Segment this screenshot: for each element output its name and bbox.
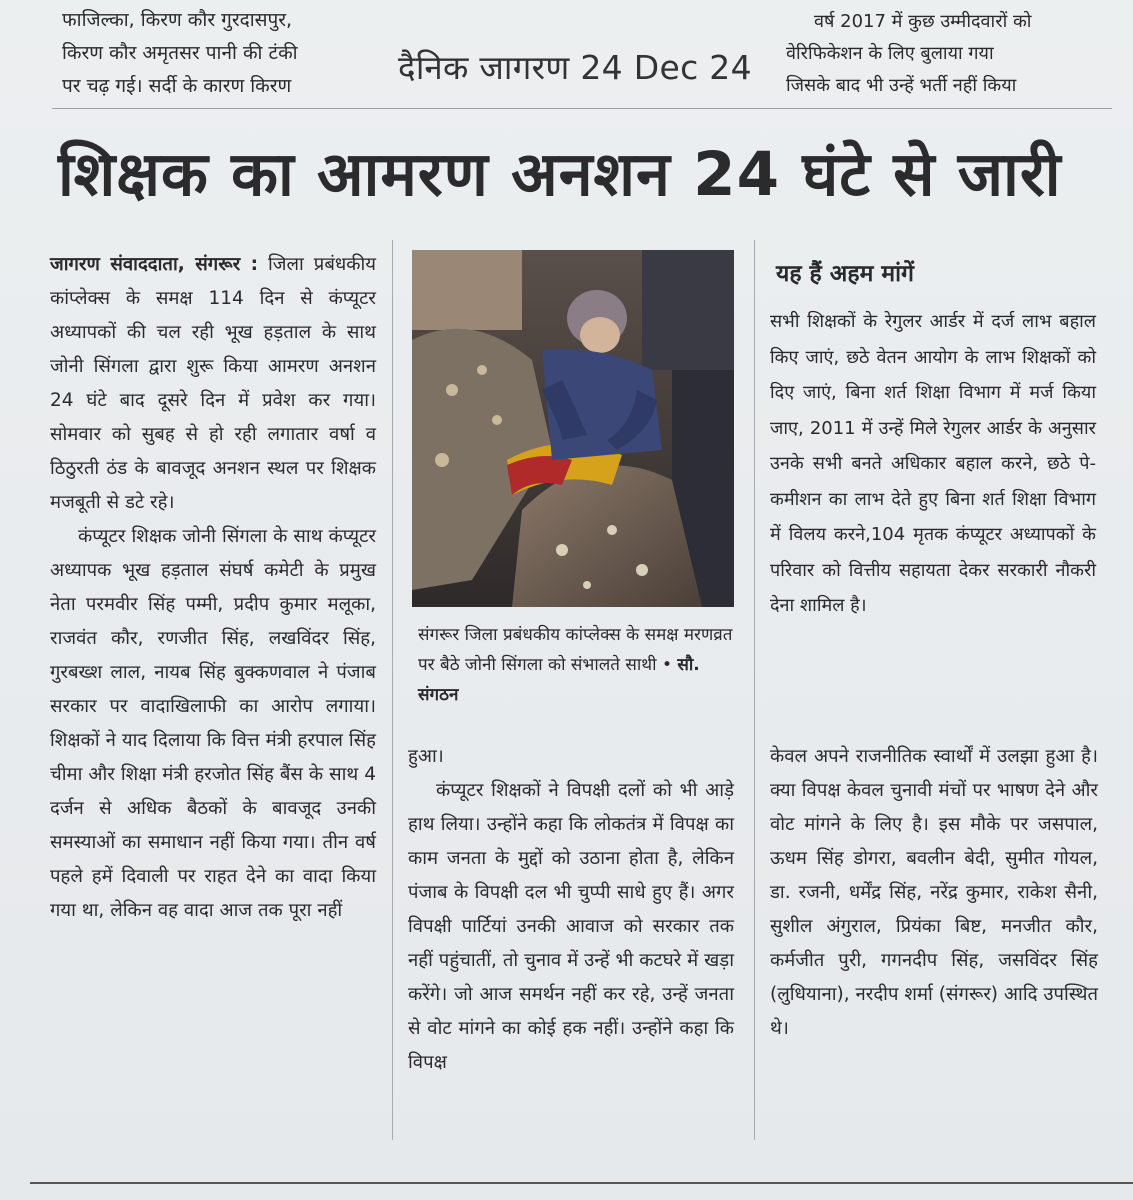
article-paragraph: कंप्यूटर शिक्षक जोनी सिंगला के साथ कंप्यूटर अध्यापक भूख हड़ताल संघर्ष कमेटी के प्रमुख नेता परमवीर सिंह पम्मी, प्रदीप कुमार मलूका, राजवंत कौर, रणजीत सिंह, लखविंदर सिंह, गुरबख्श लाल, नायब सिंह बुक्कणवाल ने पंजाब सरकार पर वादाखिलाफी का आरोप लगाया। शिक्षकों ने याद दिलाया कि वित्त मंत्री हरपाल सिंह चीमा और शिक्षा मंत्री हरजोत सिंह बैंस के साथ 4 दर्जन से अधिक बैठकों के बावजूद उनकी समस्याओं का समाधान नहीं किया गया। तीन वर्ष पहले हमें दिवाली पर राहत देने का वादा किया गया था, लेकिन वह वादा आज तक पूरा नहीं [50, 526, 376, 921]
photo-caption [418, 620, 738, 710]
article-paragraph: हुआ। [408, 746, 444, 767]
caption-text: संगरूर जिला प्रबंधकीय कांप्लेक्स के समक्ष मरणव्रत पर बैठे जोनी सिंगला को संभालते साथी [418, 625, 733, 675]
column-rule [392, 240, 393, 1140]
previous-article-line: जिसके बाद भी उन्हें भर्ती नहीं किया [786, 75, 1017, 96]
byline: जागरण संवाददाता, संगरूर : [50, 254, 259, 275]
photo-credit-bullet: • [661, 655, 678, 675]
paragraph-text: जिला प्रबंधकीय कांप्लेक्स के समक्ष 114 दिन से कंप्यूटर अध्यापकों की चल रही भूख हड़ताल के साथ जोनी सिंगला द्वारा शुरू किया आमरण अनशन 24 घंटे बाद दूसरे दिन में प्रवेश कर गया। सोमवार को सुबह से हो रही लगातार वर्षा व ठिठुरती ठंड के बावजूद अनशन स्थल पर शिक्षक मजबूती से डटे रहे। [50, 254, 376, 513]
right-column [770, 740, 1098, 1046]
previous-article-line: वेरिफिकेशन के लिए बुलाया गया [786, 43, 994, 64]
previous-article-line: फाजिल्का, किरण कौर गुरदासपुर, [62, 9, 293, 31]
column-rule [754, 240, 755, 1140]
headline: शिक्षक का आमरण अनशन 24 घंटे से जारी [58, 139, 1062, 210]
article-paragraph [50, 248, 376, 520]
left-column [50, 248, 376, 928]
middle-column [408, 740, 734, 1080]
previous-article-left [62, 4, 392, 103]
previous-article-right [786, 6, 1104, 102]
demands-box-text: सभी शिक्षकों के रेगुलर आर्डर में दर्ज लाभ बहाल किए जाएं, छठे वेतन आयोग के लाभ शिक्षकों को दिए जाएं, बिना शर्त शिक्षा विभाग में मर्ज किया जाए, 2011 में उन्हें मिले रेगुलर आर्डर के अनुसार उनके सभी बनते अधिकार बहाल करने, छठे पे-कमीशन का लाभ देते हुए बिना शर्त शिक्षा विभाग में विलय करने,104 मृतक कंप्यूटर अध्यापकों के परिवार को वित्तीय सहायता देकर सरकारी नौकरी देना शामिल है। [770, 311, 1096, 616]
top-divider [52, 108, 1112, 109]
article-paragraph: केवल अपने राजनीतिक स्वार्थों में उलझा हुआ है। क्या विपक्ष केवल चुनावी मंचों पर भाषण देने और वोट मांगने के लिए है। इस मौके पर जसपाल, ऊधम सिंह डोगरा, बवलीन बेदी, सुमीत गोयल, डा. रजनी, धर्मेंद्र सिंह, नरेंद्र कुमार, राकेश सैनी, सुशील अंगुराल, प्रियंका बिष्ट, मनजीत कौर, कर्मजीत पुरी, गगनदीप सिंह, जसविंदर सिंह (लुधियाना), नरदीप शर्मा (संगरूर) आदि उपस्थित थे। [770, 746, 1098, 1039]
photo-credit: सौ. संगठन [418, 655, 700, 705]
demands-box-title: यह हैं अहम मांगें [776, 261, 914, 287]
previous-article-line: किरण कौर अमृतसर पानी की टंकी [62, 42, 298, 64]
photo-illustration [412, 250, 734, 607]
news-photo [412, 250, 734, 607]
source-date-stamp: दैनिक जागरण 24 Dec 24 [398, 48, 752, 87]
previous-article-line: वर्ष 2017 में कुछ उम्मीदवारों को [814, 11, 1032, 32]
previous-article-line: पर चढ़ गई। सर्दी के कारण किरण [62, 75, 292, 97]
previous-article-strip [0, 0, 1133, 110]
article-paragraph: कंप्यूटर शिक्षकों ने विपक्षी दलों को भी आड़े हाथ लिया। उन्होंने कहा कि लोकतंत्र में विपक्ष का काम जनता के मुद्दों को उठाना होता है, लेकिन पंजाब के विपक्षी दल भी चुप्पी साधे हुए हैं। अगर विपक्षी पार्टियां उनकी आवाज को सरकार तक नहीं पहुंचातीं, तो चुनाव में उन्हें भी कटघरे में खड़ा करेंगे। जो आज समर्थन नहीं कर रहे, उन्हें जनता से वोट मांगने का कोई हक नहीं। उन्होंने कहा कि विपक्ष [408, 780, 734, 1073]
bottom-divider [30, 1182, 1133, 1184]
